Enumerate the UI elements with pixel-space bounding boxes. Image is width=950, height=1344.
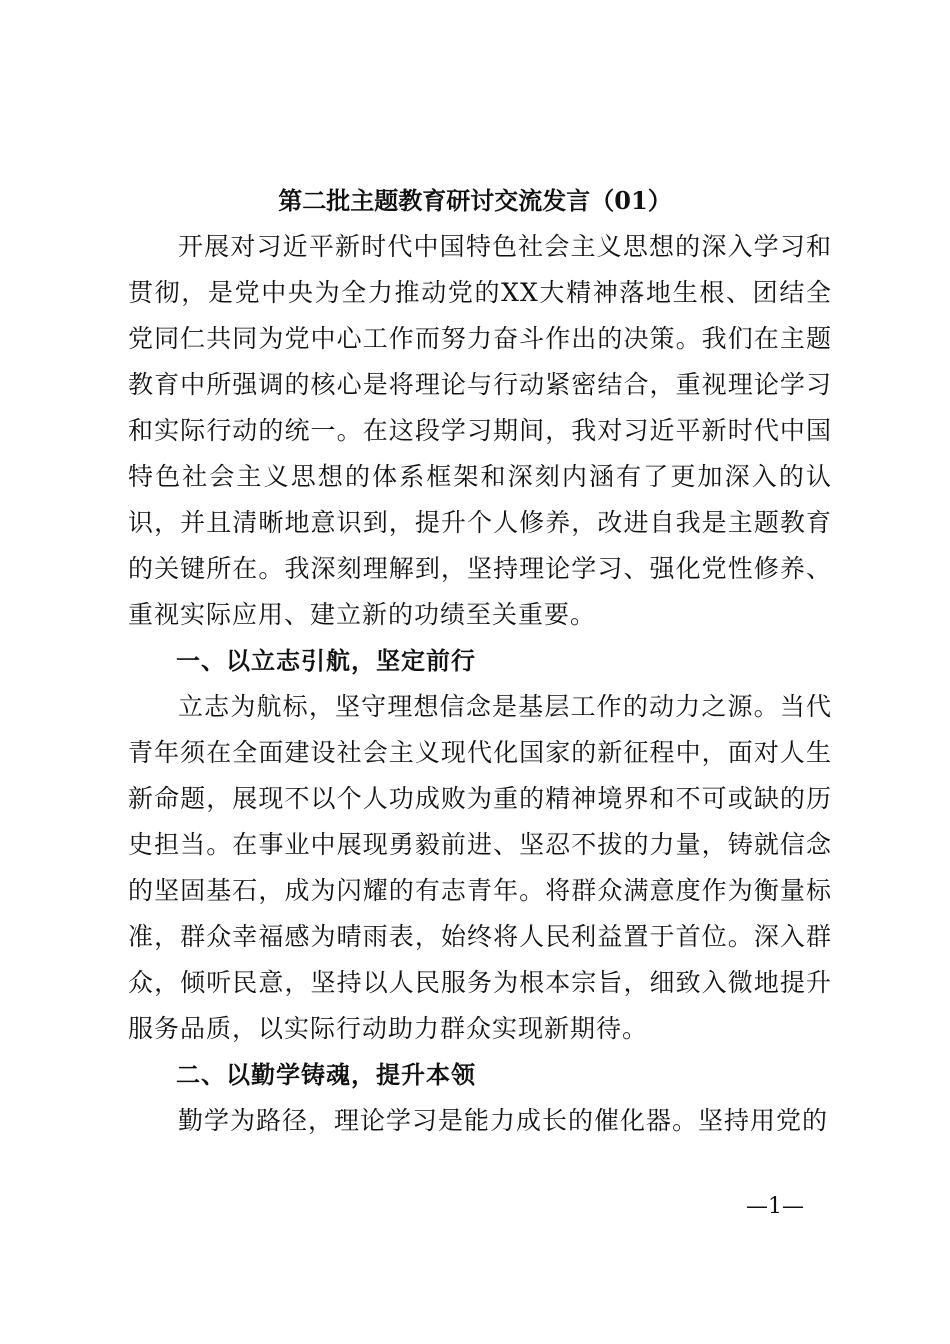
section-heading-2: 二、以勤学铸魂，提升本领 (176, 1061, 476, 1089)
document-title: 第二批主题教育研讨交流发言（01） (278, 186, 672, 215)
section-2-paragraph: 勤学为路径，理论学习是能力成长的催化器。坚持用党的 (178, 1106, 829, 1135)
document-body (128, 224, 832, 1144)
intro-paragraph: 开展对习近平新时代中国特色社会主义思想的深入学习和贯彻，是党中央为全力推动党的XX大精神落地生根、团结全党同仁共同为党中心工作而努力奋斗作出的决策。我们在主题教育中所强调的核心是将理论与行动紧密结合，重视理论学习和实际行动的统一。在这段学习期间，我对习近平新时代中国特色社会主义思想的体系框架和深刻内涵有了更加深入的认识，并且清晰地意识到，提升个人修养，改进自我是主题教育的关键所在。我深刻理解到，坚持理论学习、强化党性修养、重视实际应用、建立新的功绩至关重要。 (128, 232, 832, 629)
section-heading-1: 一、以立志引航，坚定前行 (176, 647, 476, 675)
page-number: —1— (746, 1194, 804, 1219)
section-1-paragraph: 立志为航标，坚守理想信念是基层工作的动力之源。当代青年须在全面建设社会主义现代化国家的新征程中，面对人生新命题，展现不以个人功成败为重的精神境界和不可或缺的历史担当。在事业中展现勇毅前进、坚忍不拔的力量，铸就信念的坚固基石，成为闪耀的有志青年。将群众满意度作为衡量标准，群众幸福感为晴雨表，始终将人民利益置于首位。深入群众，倾听民意，坚持以人民服务为根本宗旨，细致入微地提升服务品质，以实际行动助力群众实现新期待。 (128, 692, 832, 1043)
